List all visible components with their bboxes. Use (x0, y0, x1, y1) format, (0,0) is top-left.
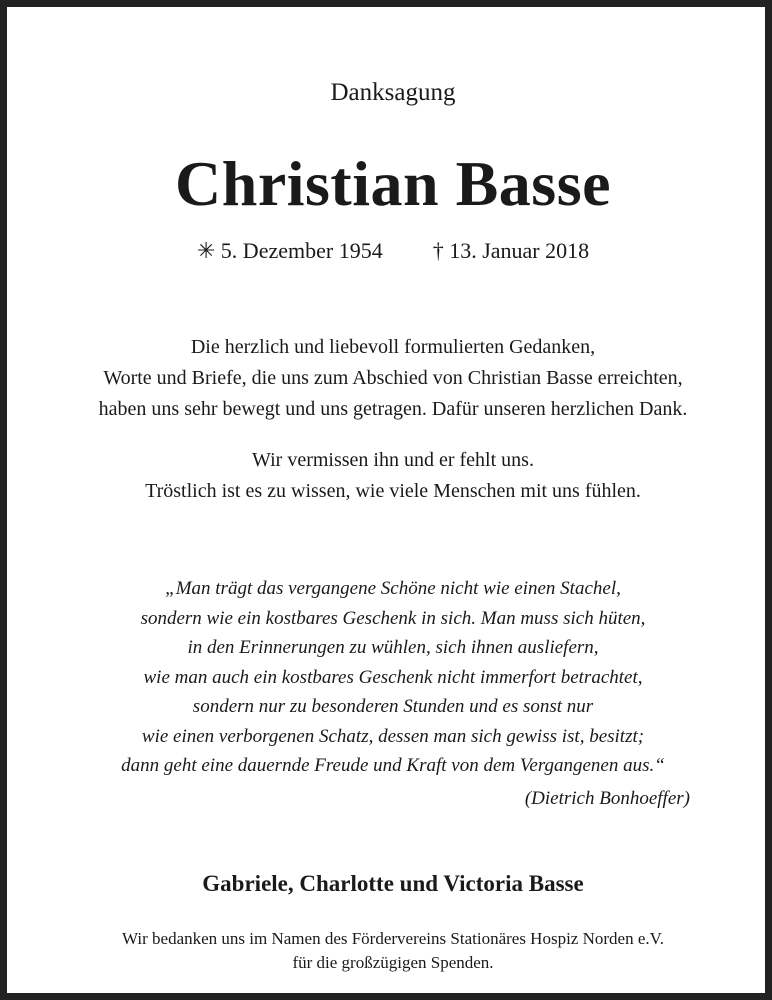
notice-content (14, 14, 772, 1000)
family-signature: Gabriele, Charlotte und Victoria Basse (202, 871, 584, 896)
footnote-line: Wir bedanken uns im Namen des Fördervereins Stationäres Hospiz Norden e.V. (122, 929, 664, 948)
quote-author: (Dietrich Bonhoeffer) (524, 788, 690, 809)
notice-heading: Danksagung (330, 79, 456, 106)
footnote-line: für die großzügigen Spenden. (292, 953, 494, 972)
quote-line: in den Erinnerungen zu wühlen, sich ihnen ausliefern, (187, 637, 599, 658)
bonhoeffer-quote (14, 574, 772, 781)
thanks-line: haben uns sehr bewegt und uns getragen. Dafür unseren herzlichen Dank. (98, 398, 688, 420)
donation-footnote (14, 927, 772, 975)
thanks-paragraph (14, 332, 772, 425)
quote-line: sondern nur zu besonderen Stunden und es sonst nur (192, 696, 594, 717)
thanks-line: Die herzlich und liebevoll formulierten Gedanken, (190, 336, 596, 358)
quote-line: „Man trägt das vergangene Schöne nicht wie einen Stachel, (165, 578, 621, 599)
birth-date: ✳ 5. Dezember 1954 (196, 238, 383, 263)
quote-line: wie man auch ein kostbares Geschenk nicht immerfort betrachtet, (143, 666, 643, 688)
life-dates (14, 237, 772, 265)
miss-paragraph (14, 445, 772, 507)
death-date: † 13. Januar 2018 (432, 238, 590, 263)
thanks-line: Worte und Briefe, die uns zum Abschied von Christian Basse erreichten, (103, 367, 683, 389)
quote-line: dann geht eine dauernde Freude und Kraft von dem Vergangenen aus.“ (121, 755, 665, 776)
quote-line: wie einen verborgenen Schatz, dessen man sich gewiss ist, besitzt; (141, 725, 645, 747)
deceased-name: Christian Basse (175, 148, 611, 219)
miss-line: Wir vermissen ihn und er fehlt uns. (252, 449, 534, 471)
miss-line: Tröstlich ist es zu wissen, wie viele Menschen mit uns fühlen. (145, 480, 641, 502)
quote-line: sondern wie ein kostbares Geschenk in sich. Man muss sich hüten, (140, 607, 646, 629)
